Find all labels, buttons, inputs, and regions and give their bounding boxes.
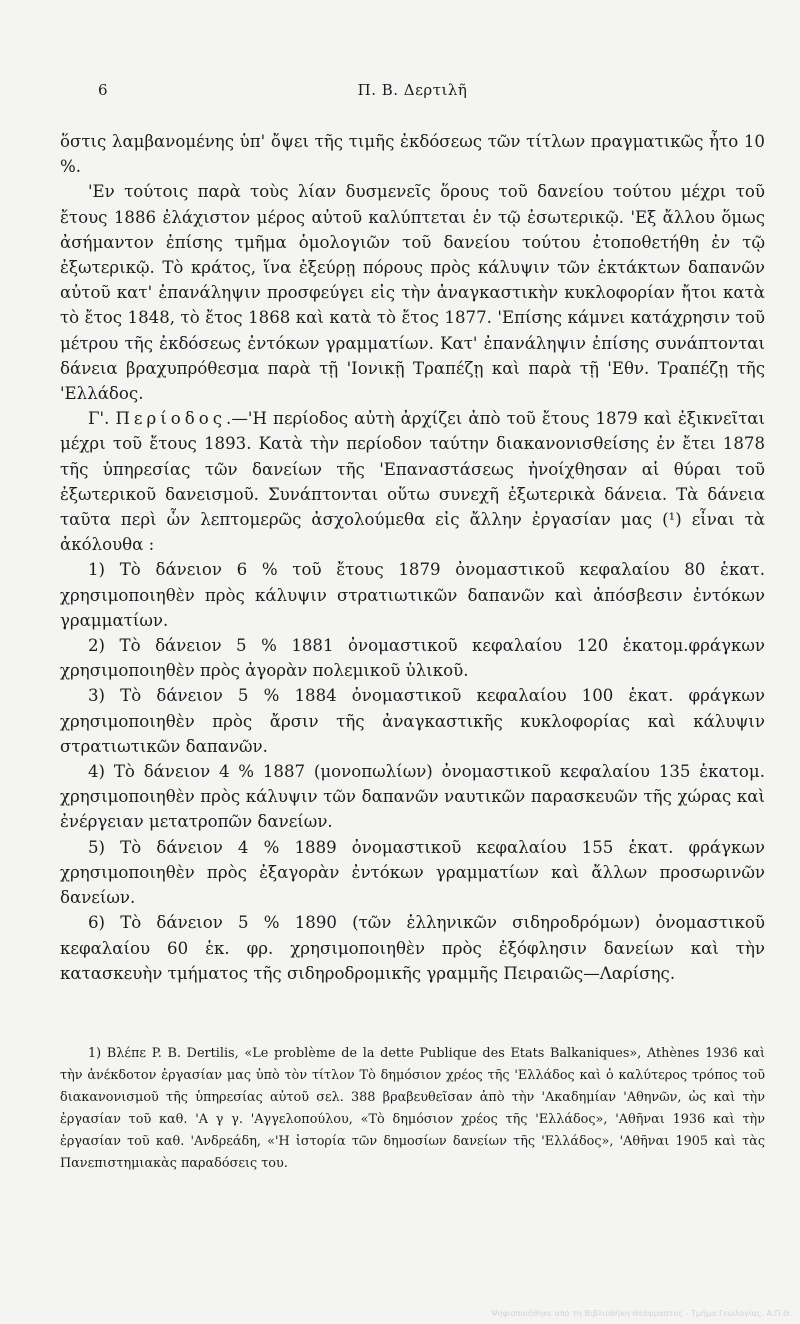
loan-item: 1) Τὸ δάνειον 6 % τοῦ ἔτους 1879 ὀνομαστικοῦ κεφαλαίου 80 ἑκατ. χρησιμοποιηθὲν πρὸς κάλυψιν στρατιωτικῶν δαπανῶν καὶ ἀπόσβεσιν ἐντόκων γραμματίων. — [60, 560, 765, 630]
footnote: 1) Βλέπε P. B. Dertilis, «Le problème de la dette Publique des Etats Balkaniques», Athènes 1936 καὶ τὴν ἀνέκδοτον ἐργασίαν μας ὑπὸ τὸν τίτλον Τὸ δημόσιον χρέος τῆς 'Ελλάδος καὶ ὁ καλύτερος τρόπος τοῦ διακανονισμοῦ τῆς ὑπηρεσίας αὐτοῦ σελ. 388 βραβευθεῖσαν ἀπὸ τὴν 'Ακαδημίαν 'Αθηνῶν, ὡς καὶ τὴν ἐργασίαν τοῦ καθ. 'Α γ γ. 'Αγγελοπούλου, «Τὸ δημόσιον χρέος τῆς 'Ελλάδος», 'Αθῆναι 1936 καὶ τὴν ἐργασίαν τοῦ καθ. 'Ανδρεάδη, «'Η ἱστορία τῶν δημοσίων δανείων τῆς 'Ελλάδος», 'Αθῆναι 1905 καὶ τὰς Πανεπιστημιακὰς παραδόσεις του. — [60, 1045, 765, 1171]
digitization-watermark: Ψηφιοποιήθηκε από τη Βιβλιοθήκη Θεόφραστος - Τμήμα Γεωλογίας. Α.Π.Θ. — [491, 1309, 792, 1318]
section-label: Γ'. — [88, 409, 110, 429]
paragraph-continuation: ὅστις λαμβανομένης ὑπ' ὄψει τῆς τιμῆς ἐκδόσεως τῶν τίτλων πραγματικῶς ἦτο 10 %. — [60, 132, 765, 177]
loan-item: 3) Τὸ δάνειον 5 % 1884 ὀνομαστικοῦ κεφαλαίου 100 ἑκατ. φράγκων χρησιμοποιηθὲν πρὸς ἄρσιν τῆς ἀναγκαστικῆς κυκλοφορίας καὶ κάλυψιν στρατιωτικῶν δαπανῶν. — [60, 686, 765, 756]
body-text — [60, 129, 765, 986]
loan-item: 6) Τὸ δάνειον 5 % 1890 (τῶν ἑλληνικῶν σιδηροδρόμων) ὀνομαστικοῦ κεφαλαίου 60 ἑκ. φρ. χρησιμοποιηθὲν πρὸς ἐξόφλησιν δανείων καὶ τὴν κατασκευὴν τμήματος τῆς σιδηροδρομικῆς γραμμῆς Πειραιῶς—Λαρίσης. — [60, 913, 765, 983]
page-number: 6 — [98, 81, 108, 99]
page — [60, 0, 765, 1175]
loan-item: 2) Τὸ δάνειον 5 % 1881 ὀνομαστικοῦ κεφαλαίου 120 ἑκατομ.φράγκων χρησιμοποιηθὲν πρὸς ἀγορὰν πολεμικοῦ ὑλικοῦ. — [60, 636, 765, 681]
page-header — [60, 81, 765, 111]
loan-item: 4) Τὸ δάνειον 4 % 1887 (μονοπωλίων) ὀνομαστικοῦ κεφαλαίου 135 ἑκατομ. χρησιμοποιηθὲν πρὸς κάλυψιν τῶν δαπανῶν ναυτικῶν παρασκευῶν τῆς χώρας καὶ ἐνέργειαν μετατροπῶν δανείων. — [60, 762, 765, 832]
section-text: .—'Η περίοδος αὐτὴ ἀρχίζει ἀπὸ τοῦ ἔτους 1879 καὶ ἐξικνεῖται μέχρι τοῦ ἔτους 1893. Κατὰ τὴν περίοδον ταύτην διακανονισθείσης ἐν ἔτει 1878 τῆς ὑπηρεσίας τῶν δανείων τῆς 'Επαναστάσεως ἠνοίχθησαν αἱ θύραι τοῦ ἐξωτερικοῦ δανεισμοῦ. Συνάπτονται οὕτω συνεχῆ ἐξωτερικὰ δάνεια. Τὰ δάνεια ταῦτα περὶ ὧν λεπτομερῶς ἀσχολούμεθα εἰς ἄλλην ἐργασίαν μας (¹) εἶναι τὰ ἀκόλουθα : — [60, 409, 765, 555]
footnotes — [60, 1043, 765, 1175]
loan-item: 5) Τὸ δάνειον 4 % 1889 ὀνομαστικοῦ κεφαλαίου 155 ἑκατ. φράγκων χρησιμοποιηθὲν πρὸς ἐξαγορὰν ἐντόκων γραμματίων καὶ ἄλλων προσωρινῶν δανείων. — [60, 837, 765, 908]
paragraph: 'Εν τούτοις παρὰ τοὺς λίαν δυσμενεῖς ὅρους τοῦ δανείου τούτου μέχρι τοῦ ἔτους 1886 ἐλάχιστον μέρος αὐτοῦ καλύπτεται ἐν τῷ ἐσωτερικῷ. 'Εξ ἄλλου ὅμως ἀσήμαντον ἐπίσης τμῆμα ὁμολογιῶν τοῦ δανείου τούτου ἐτοποθετήθη ἐν τῷ ἐξωτερικῷ. Τὸ κράτος, ἵνα ἐξεύρῃ πόρους πρὸς κάλυψιν τῶν ἐκτάκτων δαπανῶν αὐτοῦ κατ' ἐπανάληψιν προσφεύγει εἰς τὴν ἀναγκαστικὴν κυκλοφορίαν ἤτοι κατὰ τὸ ἔτος 1848, τὸ ἔτος 1868 καὶ κατὰ τὸ ἔτος 1877. 'Επίσης κάμνει κατάχρησιν τοῦ μέτρου τῆς ἐκδόσεως ἐντόκων γραμματίων. Κατ' ἐπανάληψιν ἐπίσης συνάπτονται δάνεια βραχυπρόθεσμα παρὰ τῇ 'Ιονικῇ Τραπέζῃ καὶ παρὰ τῇ 'Εθν. Τραπέζῃ τῆς 'Ελλάδος. — [60, 182, 765, 404]
section-title: Περίοδος — [115, 409, 227, 429]
running-head: Π. Β. Δερτιλῆ — [357, 81, 468, 99]
section-paragraph — [60, 406, 765, 557]
